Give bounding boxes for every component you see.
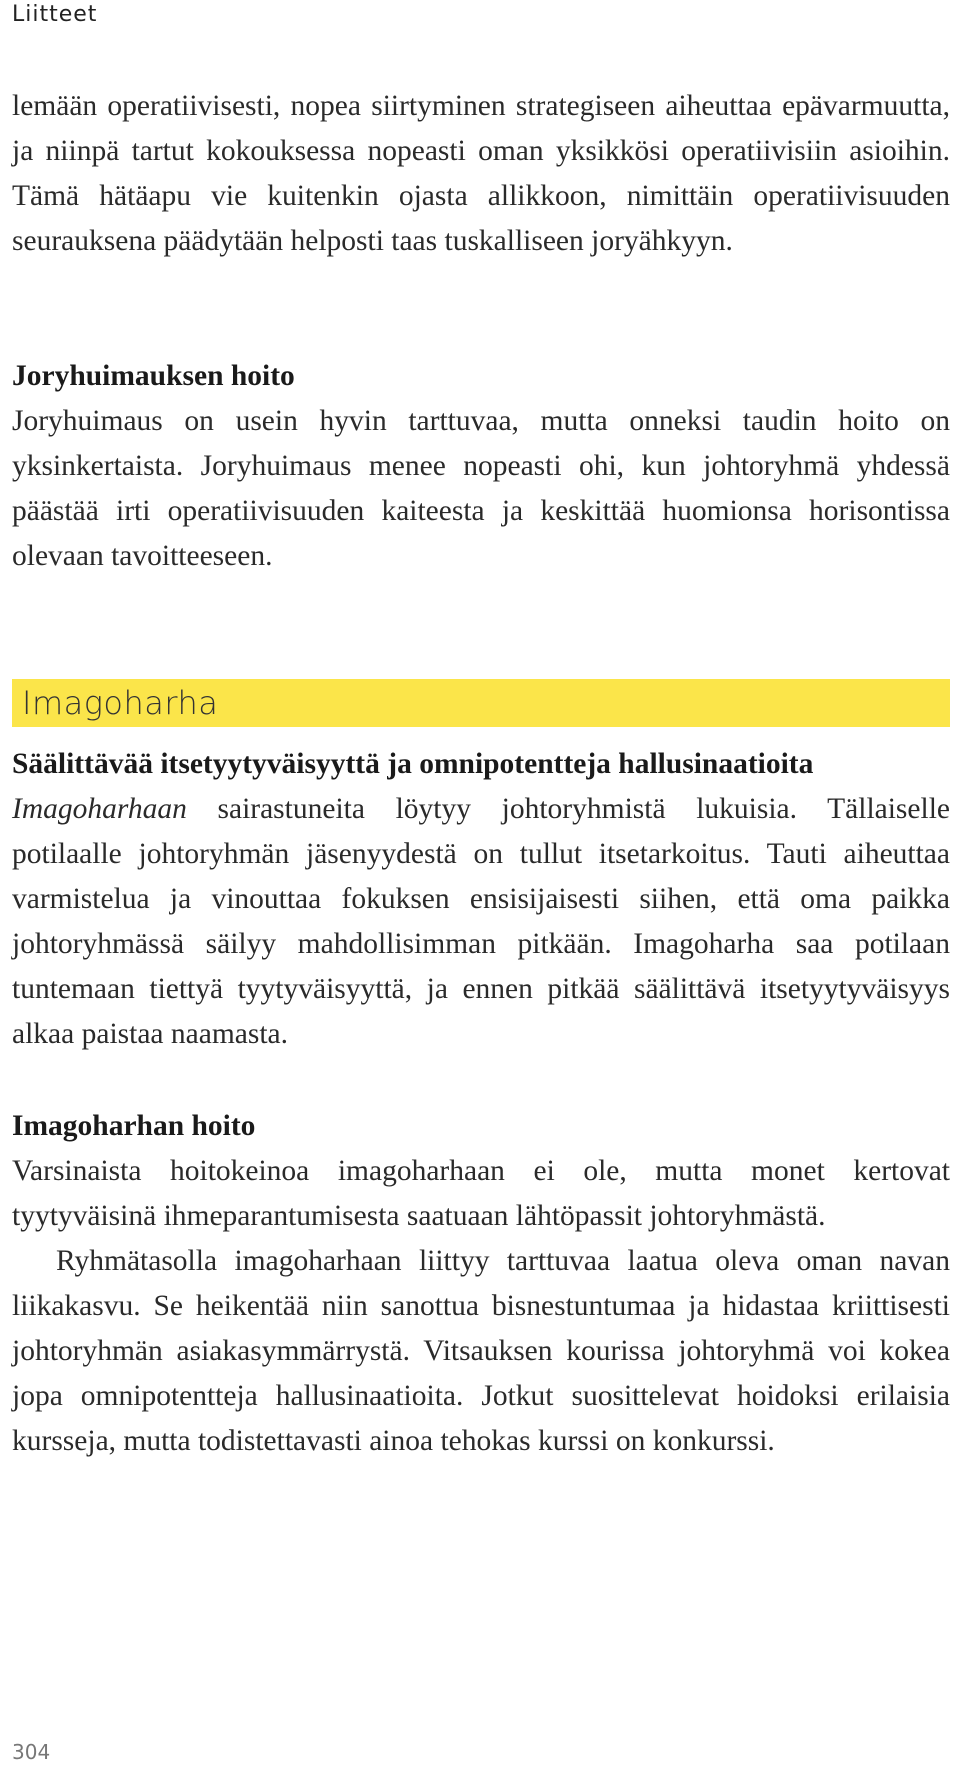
paragraph-joryhuimauksen-hoito: Joryhuimaus on usein hyvin tarttuvaa, mutta onneksi taudin hoito on yksinkertaista. Joryhuimaus menee nopeasti ohi, kun johtoryhmä yhdessä päästää irti operatiivisuuden kaiteesta ja keskittää huomionsa horisontissa olevaan tavoitteeseen.: [12, 405, 950, 572]
subheading-imagoharhan-hoito: Imagoharhan hoito: [12, 1110, 256, 1142]
italic-lead: Imagoharhaan: [12, 793, 187, 825]
subheading-joryhuimauksen-hoito: Joryhuimauksen hoito: [12, 360, 295, 392]
paragraph-imagoharha: [12, 787, 950, 1057]
section-joryhuimauksen-hoito: [12, 354, 950, 579]
section-imagoharhan-hoito: [12, 1104, 950, 1464]
running-head: Liitteet: [12, 2, 98, 27]
section-title: Imagoharha: [22, 684, 219, 722]
section-bar-imagoharha: [12, 679, 950, 727]
page-number: 304: [12, 1740, 51, 1764]
paragraph-imagoharhan-hoito-2: Ryhmätasolla imagoharhaan liittyy tarttuvaa laatua oleva oman navan liikakasvu. Se heikentää niin sanottua bisnestuntumaa ja hidastaa kriittisesti johtoryhmän asiakasymmärrystä. Vitsauksen kourissa johtoryhmä voi kokea jopa omnipotentteja hallusinaatioita. Jotkut suosittelevat hoidoksi erilaisia kursseja, mutta todistettavasti ainoa tehokas kurssi on konkurssi.: [12, 1245, 950, 1457]
section-imagoharha: [12, 742, 950, 1057]
paragraph-imagoharha-text: sairastuneita löytyy johtoryhmistä lukuisia. Tällaiselle potilaalle johtoryhmän jäsenyydestä on tullut itsetarkoitus. Tauti aiheuttaa varmistelua ja vinouttaa fokuksen ensisijaisesti siihen, että oma paikka johtoryhmässä säilyy mahdollisimman pitkään. Imagoharha saa potilaan tuntemaan tiettyä tyytyväisyyttä, ja ennen pitkää säälittävä itsetyytyväisyys alkaa paistaa naamasta.: [12, 793, 950, 1050]
paragraph-imagoharhan-hoito-1: Varsinaista hoitokeinoa imagoharhaan ei ole, mutta monet kertovat tyytyväisinä ihmeparantumisesta saatuaan lähtöpassit johtoryhmästä.: [12, 1155, 950, 1232]
subheading-imagoharha: Säälittävää itsetyytyväisyyttä ja omnipotentteja hallusinaatioita: [12, 748, 814, 780]
intro-paragraph: lemään operatiivisesti, nopea siirtyminen strategiseen aiheuttaa epävarmuutta, ja niinpä tartut kokouksessa nopeasti oman yksikkösi operatiivisiin asioihin. Tämä hätäapu vie kuitenkin ojasta allikkoon, nimittäin operatiivisuuden seurauksena päädytään helposti taas tuskalliseen joryähkyyn.: [12, 90, 950, 257]
intro-block: [12, 84, 950, 264]
